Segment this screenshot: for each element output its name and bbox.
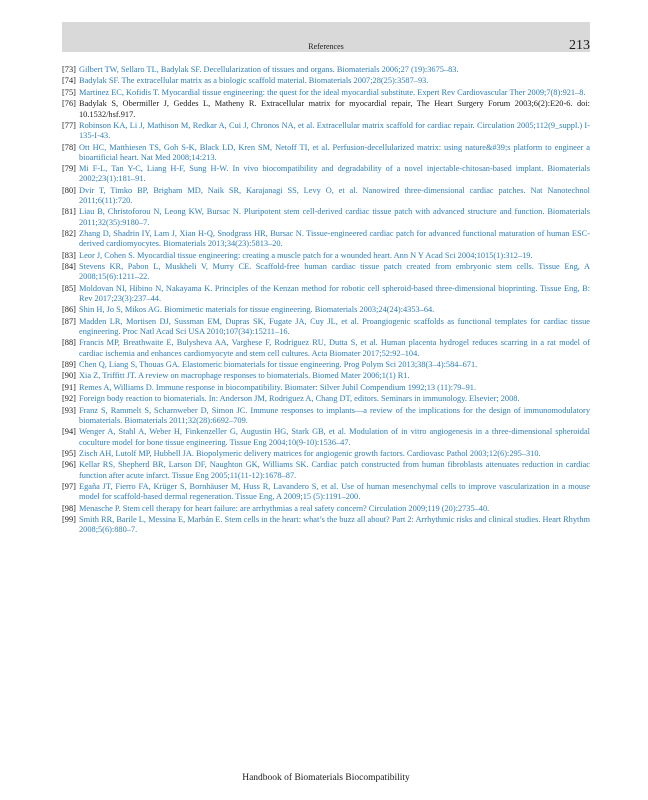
reference-text[interactable]: Wenger A, Stahl A, Weber H, Finkenzeller G, Augustin HG, Stark GB, et al. Modulation of in vitro angiogenesis in a three-dimensional spheroidal coculture model for bone tissue engineering. Tissue Eng 2004;10(9-10):1536–47. [79, 427, 590, 447]
reference-number: [98] [62, 503, 76, 513]
reference-number: [95] [62, 449, 76, 458]
reference-text[interactable]: Foreign body reaction to biomaterials. In: Anderson JM, Rodriguez A, Chang DT, editors. Seminars in immunology. Elsevier; 2008. [79, 394, 520, 404]
reference-item [62, 88, 590, 98]
reference-number: [83] [62, 250, 76, 260]
reference-item [62, 504, 590, 514]
reference-number: [96] [62, 460, 76, 470]
reference-item [62, 284, 590, 304]
reference-text[interactable]: Kellar RS, Shepherd BR, Larson DF, Naughton GK, Williams SK. Cardiac patch constructed from human fibroblasts attenuates reduction in cardiac function after acute infarct. Tissue Eng 2005;11(11-12):1678–87. [79, 460, 590, 480]
reference-item [62, 99, 590, 119]
reference-text[interactable]: Xia Z, Triffitt JT. A review on macrophage responses to biomaterials. Biomed Mater 2006;1(1) R1. [79, 371, 410, 381]
running-header [62, 22, 590, 52]
reference-number: [90] [62, 371, 76, 381]
reference-item [62, 460, 590, 480]
reference-item [62, 186, 590, 206]
reference-text[interactable]: Madden LR, Mortisen DJ, Sussman EM, Dupras SK, Fugate JA, Cuy JL, et al. Proangiogenic scaffolds as functional templates for cardiac tissue engineering. Proc Natl Acad Sci USA 2010;107(34):15211–16. [79, 316, 590, 336]
reference-text[interactable]: Badylak SF. The extracellular matrix as a biologic scaffold material. Biomaterials 2007;28(25):3587–93. [79, 76, 429, 86]
reference-number: [88] [62, 338, 76, 348]
reference-number: [85] [62, 283, 76, 293]
reference-item [62, 121, 590, 141]
reference-number: [92] [62, 394, 76, 404]
reference-number: [97] [62, 482, 76, 492]
reference-number: [93] [62, 405, 76, 415]
reference-item [62, 515, 590, 535]
reference-text: Badylak S, Obermiller J, Geddes L, Matheny R. Extracellular matrix for myocardial repair, The Heart Surgery Forum 2003;6(2):E20-6. doi: 10.1532/hsf.917. [79, 99, 590, 119]
reference-number: [73] [62, 65, 76, 74]
reference-text[interactable]: Mi F-L, Tan Y-C, Liang H-F, Sung H-W. In vivo biocompatibility and degradability of a novel injectable-chitosan-based implant. Biomaterials 2002;23(1):181–91. [79, 164, 590, 184]
reference-item [62, 406, 590, 426]
reference-text[interactable]: Egaña JT, Fierro FA, Krüger S, Bornhäuser M, Huss R, Lavandero S, et al. Use of human mesenchymal cells to improve vascularization in a mouse model for scaffold-based dermal regeneration. Tissue Eng, A 2009;15 (5):1191–200. [79, 482, 590, 502]
reference-item [62, 262, 590, 282]
reference-text[interactable]: Robinson KA, Li J, Mathison M, Redkar A, Cui J, Chronos NA, et al. Extracellular matrix scaffold for cardiac repair. Circulation 2005;112(9_suppl.) I-135-I-43. [79, 120, 590, 141]
reference-number: [89] [62, 359, 76, 369]
reference-number: [81] [62, 207, 76, 217]
reference-text[interactable]: Gilbert TW, Sellaro TL, Badylak SF. Decellularization of tissues and organs. Biomaterials 2006;27 (19):3675–83. [79, 65, 459, 74]
reference-text[interactable]: Menasche P. Stem cell therapy for heart failure: are arrhythmias a real safety concern? Circulation 2009;119 (20):2735–40. [79, 503, 490, 513]
reference-item [62, 338, 590, 358]
section-title: References [308, 42, 344, 51]
page-number: 213 [569, 38, 590, 53]
reference-text[interactable]: Franz S, Rammelt S, Scharnweber D, Simon JC. Immune responses to implants—a review of the implications for the design of immunomodulatory biomaterials. Biomaterials 2011;32(28):6692–709. [79, 405, 590, 425]
reference-number: [86] [62, 305, 76, 315]
reference-text[interactable]: Dvir T, Timko BP, Brigham MD, Naik SR, Karajanagi SS, Levy O, et al. Nanowired three-dimensional cardiac patches. Nat Nanotechnol 2011;6(11):720. [79, 185, 590, 205]
reference-item [62, 229, 590, 249]
reference-text[interactable]: Ott HC, Matthiesen TS, Goh S-K, Black LD, Kren SM, Netoff TI, et al. Perfusion-decellularized matrix: using nature&#39;s platform to engineer a bioartificial heart. Nat Med 2008;14:213. [79, 142, 590, 162]
reference-text[interactable]: Remes A, Williams D. Immune response in biocompatibility. Biomater: Silver Jubil Compendium 1992;13 (11):79–91. [79, 382, 477, 392]
reference-text[interactable]: Zisch AH, Lutolf MP, Hubbell JA. Biopolymeric delivery matrices for angiogenic growth factors. Cardiovasc Pathol 2003;12(6):295–310. [79, 449, 541, 458]
reference-item [62, 482, 590, 502]
reference-text[interactable]: Liau B, Christoforou N, Leong KW, Bursac N. Pluripotent stem cell-derived cardiac tissue patch with advanced structure and function. Biomaterials 2011;32(35):9180–7. [79, 207, 590, 227]
reference-number: [80] [62, 185, 76, 195]
reference-text[interactable]: Moldovan NI, Hibino N, Nakayama K. Principles of the Kenzan method for robotic cell spheroid-based three-dimensional bioprinting. Tissue Eng, B: Rev 2017;23(3):237–44. [79, 283, 590, 303]
reference-item [62, 371, 590, 381]
reference-item [62, 65, 590, 75]
reference-item [62, 394, 590, 404]
reference-item [62, 317, 590, 337]
reference-item [62, 427, 590, 447]
reference-text[interactable]: Zhang D, Shadrin IY, Lam J, Xian H-Q, Snodgrass HR, Bursac N. Tissue-engineered cardiac patch for advanced functional maturation of human ESC-derived cardiomyocytes. Biomaterials 2013;34(23):5813–20. [79, 229, 590, 249]
reference-item [62, 143, 590, 163]
reference-number: [79] [62, 164, 76, 174]
reference-text[interactable]: Smith RR, Barile L, Messina E, Marbán E. Stem cells in the heart: what’s the buzz all about? Part 2: Arrhythmic risks and clinical studies. Heart Rhythm 2008;5(6):880–7. [79, 515, 590, 535]
reference-item [62, 305, 590, 315]
reference-item [62, 164, 590, 184]
reference-number: [99] [62, 515, 76, 525]
reference-number: [76] [62, 99, 76, 109]
reference-number: [75] [62, 87, 76, 97]
reference-item [62, 76, 590, 86]
reference-item [62, 251, 590, 261]
reference-text[interactable]: Shin H, Jo S, Mikos AG. Biomimetic materials for tissue engineering. Biomaterials 2003;24(24):4353–64. [79, 305, 435, 315]
reference-text[interactable]: Francis MP, Breathwaite E, Bulysheva AA, Varghese F, Rodriguez RU, Dutta S, et al. Human placenta hydrogel reduces scarring in a rat model of cardiac ischemia and enhances cardiomyocyte and stem cell cultures. Acta Biomater 2017;52:92–104. [79, 338, 590, 358]
reference-list [62, 65, 590, 537]
reference-number: [87] [62, 316, 76, 326]
reference-number: [74] [62, 76, 76, 86]
reference-item [62, 449, 590, 459]
reference-number: [78] [62, 142, 76, 152]
reference-number: [77] [62, 120, 76, 130]
reference-item [62, 207, 590, 227]
reference-item [62, 360, 590, 370]
reference-text[interactable]: Chen Q, Liang S, Thouas GA. Elastomeric biomaterials for tissue engineering. Prog Polym Sci 2013;38(3–4):584–671. [79, 359, 478, 369]
reference-text[interactable]: Stevens KR, Pabon L, Muskheli V, Murry CE. Scaffold-free human cardiac tissue patch created from embryonic stem cells. Tissue Eng, A 2008;15(6):1211–22. [79, 262, 590, 282]
book-title-footer: Handbook of Biomaterials Biocompatibility [242, 773, 410, 783]
reference-number: [94] [62, 427, 76, 437]
reference-number: [82] [62, 229, 76, 239]
reference-item [62, 383, 590, 393]
reference-number: [84] [62, 262, 76, 272]
reference-number: [91] [62, 382, 76, 392]
reference-text[interactable]: Leor J, Cohen S. Myocardial tissue engineering: creating a muscle patch for a wounded heart. Ann N Y Acad Sci 2004;1015(1):312–19. [79, 250, 533, 260]
page [62, 22, 590, 783]
reference-text[interactable]: Martinez EC, Kofidis T. Myocardial tissue engineering: the quest for the ideal myocardial substitute. Expert Rev Cardiovascular Ther 2009;7(8):921–8. [79, 87, 586, 97]
